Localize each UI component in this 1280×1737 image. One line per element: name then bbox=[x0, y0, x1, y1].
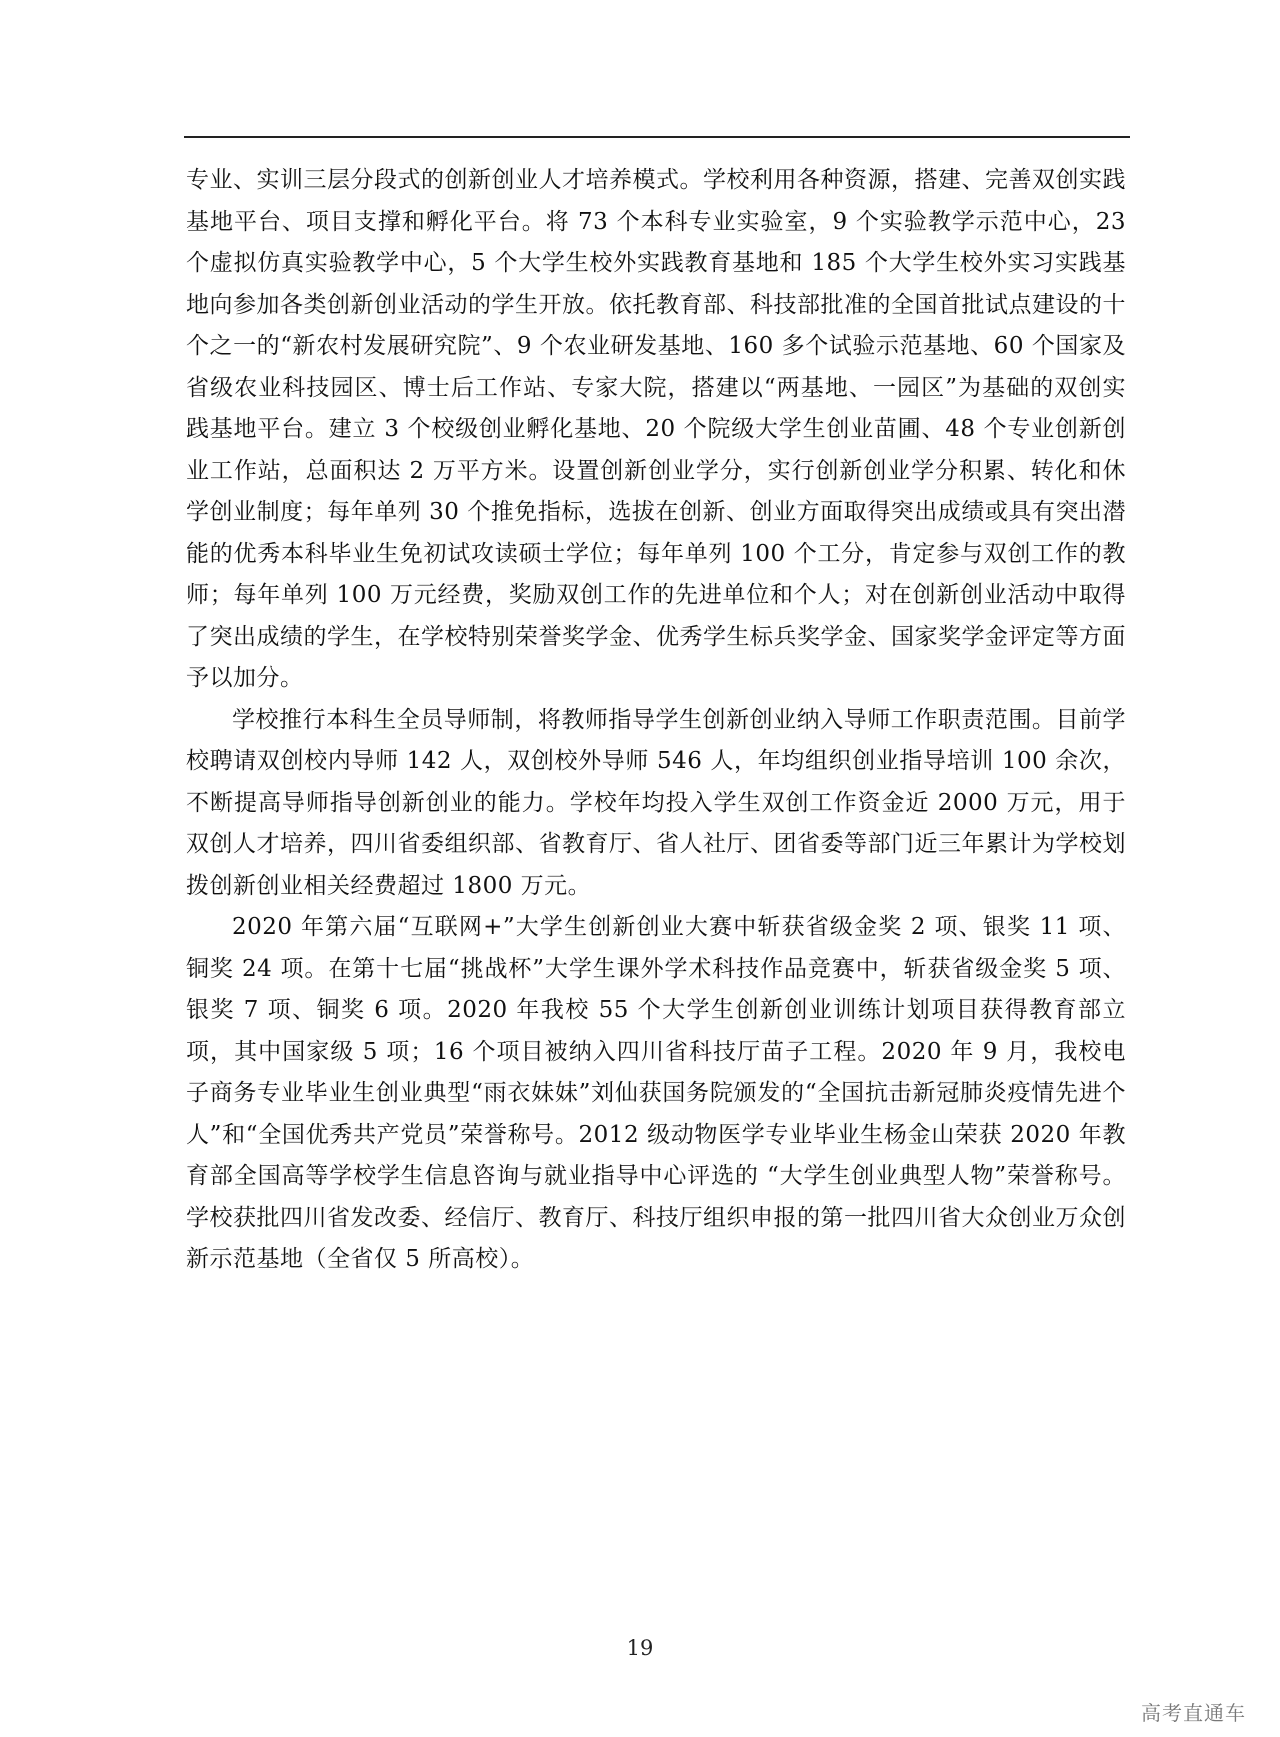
paragraph-achievements: 2020 年第六届“互联网+”大学生创新创业大赛中斩获省级金奖 2 项、银奖 11 项、铜奖 24 项。在第十七届“挑战杯”大学生课外学术科技作品竞赛中，斩获省级金奖 5 项、银奖 7 项、铜奖 6 项。2020 年我校 55 个大学生创新创业训练计划项目获得教育部立项，其中国家级 5 项；16 个项目被纳入四川省科技厅苗子工程。2020 年 9 月，我校电子商务专业毕业生创业典型“雨衣妹妹”刘仙获国务院颁发的“全国抗击新冠肺炎疫情先进个人”和“全国优秀共产党员”荣誉称号。2012 级动物医学专业毕业生杨金山荣获 2020 年教育部全国高等学校学生信息咨询与就业指导中心评选的 “大学生创业典型人物”荣誉称号。学校获批四川省发改委、经信厅、教育厅、科技厅组织申报的第一批四川省大众创业万众创新示范基地（全省仅 5 所高校）。 bbox=[186, 914, 1126, 1272]
page-number: 19 bbox=[626, 1636, 654, 1660]
paragraph-mentor-system: 学校推行本科生全员导师制，将教师指导学生创新创业纳入导师工作职责范围。目前学校聘请双创校内导师 142 人，双创校外导师 546 人，年均组织创业指导培训 100 余次，不断提高导师指导创新创业的能力。学校年均投入学生双创工作资金近 2000 万元，用于双创人才培养，四川省委组织部、省教育厅、省人社厅、团省委等部门近三年累计为学校划拨创新创业相关经费超过 1800 万元。 bbox=[186, 706, 1126, 899]
paragraph-continued: 专业、实训三层分段式的创新创业人才培养模式。学校利用各种资源，搭建、完善双创实践基地平台、项目支撑和孵化平台。将 73 个本科专业实验室，9 个实验教学示范中心，23 个虚拟仿真实验教学中心，5 个大学生校外实践教育基地和 185 个大学生校外实习实践基地向参加各类创新创业活动的学生开放。依托教育部、科技部批准的全国首批试点建设的十个之一的“新农村发展研究院”、9 个农业研发基地、160 多个试验示范基地、60 个国家及省级农业科技园区、博士后工作站、专家大院，搭建以“两基地、一园区”为基础的双创实践基地平台。建立 3 个校级创业孵化基地、20 个院级大学生创业苗圃、48 个专业创新创业工作站，总面积达 2 万平方米。设置创新创业学分，实行创新创业学分积累、转化和休学创业制度；每年单列 30 个推免指标，选拔在创新、创业方面取得突出成绩或具有突出潜能的优秀本科毕业生免初试攻读硕士学位；每年单列 100 个工分，肯定参与双创工作的教师；每年单列 100 万元经费，奖励双创工作的先进单位和个人；对在创新创业活动中取得了突出成绩的学生，在学校特别荣誉奖学金、优秀学生标兵奖学金、国家奖学金评定等方面予以加分。 bbox=[186, 167, 1126, 691]
document-body bbox=[186, 160, 1126, 1281]
watermark: 高考直通车 bbox=[1141, 1701, 1246, 1725]
header-rule bbox=[184, 136, 1130, 138]
